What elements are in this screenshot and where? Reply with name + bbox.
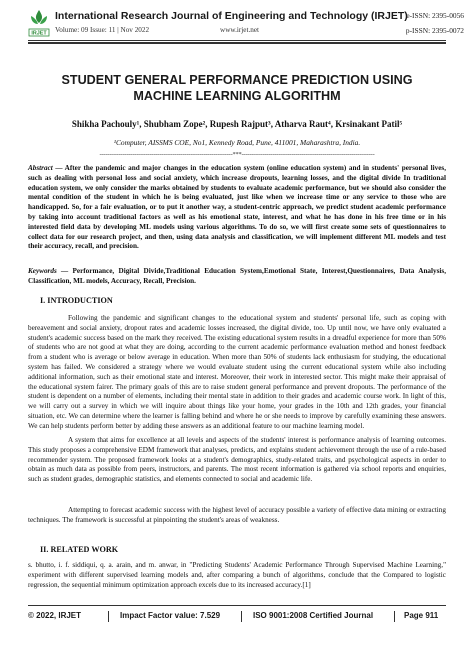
keywords: [28, 267, 446, 287]
section-heading-related-work: II. RELATED WORK: [40, 545, 119, 554]
section-heading-introduction: I. INTRODUCTION: [40, 296, 113, 305]
footer-divider: [108, 611, 109, 622]
irjet-logo-icon: [28, 9, 50, 37]
intro-paragraph-3: Attempting to forecast academic success with the highest level of accuracy possible a variety of effective data mining or extracting techniques. The framework is successful at pinpointing the student's areas of weakness.: [28, 506, 446, 524]
footer-iso: ISO 9001:2008 Certified Journal: [253, 611, 374, 620]
intro-paragraph-2: A system that aims for excellence at all levels and aspects of the students' interest is performance analysis of learning outcomes. This study proposes a comprehensive EDM framework that analyses, predicts, and explains student achievement through the use of a rule-based recommender system. The proposed framework looks at a student's demographics, study-related traits, and psychological aspects in order to obtain as much data as possible from peers, instructors, and parents. The most recent information is gathered via school reports and enquiries, such as student grades, demographic statistics, and elements connected to social and academic life.: [28, 436, 446, 484]
footer-divider: [394, 611, 395, 622]
footer-copyright: © 2022, IRJET: [28, 611, 82, 620]
keywords-label: Keywords —: [28, 267, 69, 275]
p-issn: p-ISSN: 2395-0072: [405, 26, 464, 35]
footer-divider: [241, 611, 242, 622]
header-rule: [28, 40, 446, 41]
footer-impact-factor: Impact Factor value: 7.529: [120, 611, 221, 620]
footer-page-number: Page 911: [404, 611, 439, 620]
e-issn: e-ISSN: 2395-0056: [406, 11, 464, 20]
volume-issue: Volume: 09 Issue: 11 | Nov 2022: [55, 26, 150, 34]
logo-text: IRJET: [31, 30, 47, 37]
intro-paragraph-1: Following the pandemic and significant changes to the educational system and students' personal life, such as coping with bereavement and social anxiety, dropout rates and academic losses increased, the digital divide, too. Up until now, we have only evaluated a student's academic success based on the mark they received. The existing educational system results in a dreadful experience for more than 50% of students who are not good at what they are doing, according to the current academic performance evaluation method and honest feedback from a student who is average or below average in education. When more than 50% of students lack enthusiasm for studying, the educational system has failed. We considered a strategy where we would evaluate student using the current educational system while also including additional information, such as their emotional state and interest. Moreover, their work in interested sector. This might make their appraisal of the educational system fairer. The primary goals of this are to raise student general performance and prevent dropouts. The performance of the student is dependent on a number of elements, including their mental state in addition to their grades and academic course work. In light of this, we will carry out a survey in which we will inquire about things like your home, your grades in the 10th and 12th grades, your financial situation, etc. We can determine where the learner is falling behind and where he or she needs to improve by carefully examining these answers. We can help students perform better by adding these answers as an additional feature to our machine learning model.: [28, 314, 446, 430]
abstract: [28, 164, 446, 252]
related-work-paragraph-1: s. bhutto, i. f. siddiqui, q. a. arain, and m. anwar, in "Predicting Students' Academic Performance Through Supervised Machine Learning," experiment with different supervised learning models and, after comparing a bunch of algorithms, conclude that the Compared to logistic regression, the sequential minimum optimization approach excels due to its increased accuracy.[1]: [28, 561, 446, 589]
separator-line: ---------------------------------------------------------------------***---------------------------------------------------------------------: [99, 151, 375, 158]
journal-name: International Research Journal of Engineering and Technology (IRJET): [55, 10, 408, 22]
header-rule-thick: [28, 42, 446, 44]
abstract-text: After the pandemic and major changes in the education system (online education system) and in students' personal lives, such as dealing with personal loss and social anxiety, which increase dropouts, learning losses, and the digital divide In traditional education system, we only consider the marks obtained by students to evaluate academic performance, but we should also consider the mental condition of the student in which he is being evaluated, just like when we increase time or any service to those who are handicapped. So, for a fair evaluation, or to put it another way, a student-centric approach, we predict student academic performance by taking into account traditional factors as well as his emotional state, interest, and what he has done in his free time or in his interested field data by developing ML models using various algorithms. To do so, we will first create some sets of questionnaires to collect data for our research project, and then, using data analysis and classification, we will implement different ML models and test their accuracy, recall, and precision.: [28, 164, 446, 251]
footer-rule: [28, 605, 446, 606]
paper-title: STUDENT GENERAL PERFORMANCE PREDICTION USING MACHINE LEARNING ALGORITHM: [61, 73, 413, 103]
page-footer: [28, 611, 446, 623]
author-list: Shikha Pachouly¹, Shubham Zope², Rupesh Rajput³, Atharva Raut⁴, Krsinakant Patil⁵: [71, 119, 403, 129]
keywords-text: Performance, Digital Divide,Traditional Education System,Emotional State, Interest,Questionnaires, Data Analysis, Classification, ML models, Accuracy, Recall, Precision.: [28, 267, 447, 285]
journal-header: [28, 9, 464, 37]
affiliation: ¹Computer, AISSMS COE, No1, Kennedy Road, Pune, 411001, Maharashtra, India.: [113, 138, 361, 147]
journal-url[interactable]: www.irjet.net: [220, 26, 260, 34]
abstract-label: Abstract —: [28, 164, 63, 172]
